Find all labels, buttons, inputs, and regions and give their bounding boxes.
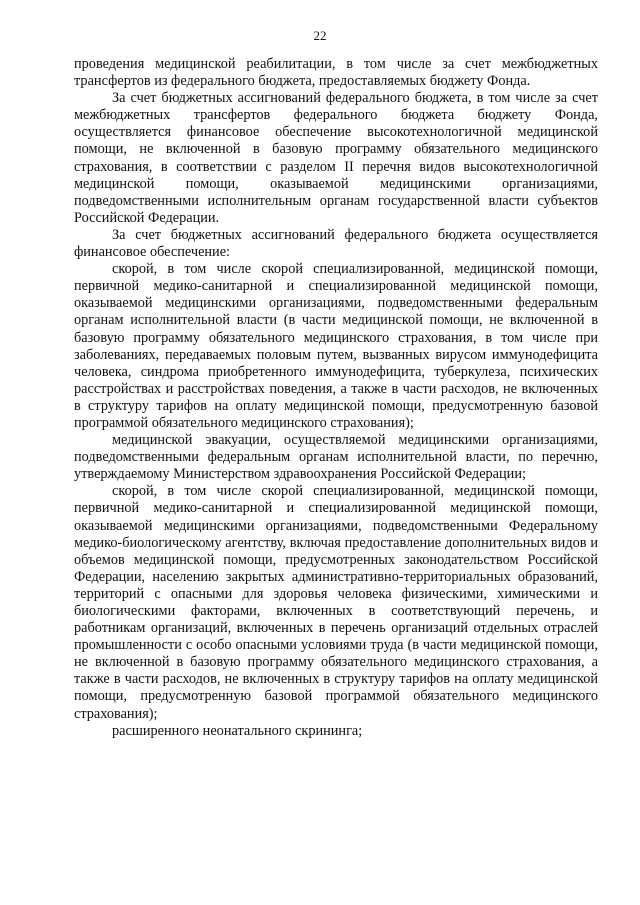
paragraph-3: За счет бюджетных ассигнований федерального бюджета осуществляется финансовое обеспечение: — [74, 226, 598, 261]
document-body — [74, 56, 598, 740]
paragraph-7: расширенного неонатального скрининга; — [112, 722, 363, 739]
paragraph-6: скорой, в том числе скорой специализированной, медицинской помощи, первичной медико-санитарной и специализированной медицинской помощи, оказываемой медицинскими организациями, подведомственными Федеральному медико-биологическому агентству, включая предоставление дополнительных видов и объемов медицинской помощи, предусмотренных законодательством Российской Федерации, населению закрытых административно-территориальных образований, территорий с опасными для здоровья человека физическими, химическими и биологическими факторами, включенных в соответствующий перечень, и работникам организаций, включенных в перечень организаций отдельных отраслей промышленности с особо опасными условиями труда (в части медицинской помощи, не включенной в базовую программу обязательного медицинского страхования, а также в части расходов, не включенных в структуру тарифов на оплату медицинской помощи, предусмотренную базовой программой обязательного медицинского страхования); — [74, 483, 598, 722]
paragraph-5: медицинской эвакуации, осуществляемой медицинскими организациями, подведомственными федеральным органам исполнительной власти, по перечню, утверждаемому Министерством здравоохранения Российской Федерации; — [74, 432, 598, 483]
paragraph-4: скорой, в том числе скорой специализированной, медицинской помощи, первичной медико-санитарной и специализированной медицинской помощи, оказываемой медицинскими организациями, подведомственными федеральным органам исполнительной власти (в части медицинской помощи, не включенной в базовую программу обязательного медицинского страхования, в том числе при заболеваниях, передаваемых половым путем, вызванных вирусом иммунодефицита человека, синдрома приобретенного иммунодефицита, туберкулеза, психических расстройствах и расстройствах поведения, а также в части расходов, не включенных в структуру тарифов на оплату медицинской помощи, предусмотренную базовой программой обязательного медицинского страхования); — [74, 261, 598, 431]
paragraph-1: проведения медицинской реабилитации, в том числе за счет межбюджетных трансфертов из федерального бюджета, предоставляемых бюджету Фонда. — [74, 56, 598, 90]
paragraph-2: За счет бюджетных ассигнований федерального бюджета, в том числе за счет межбюджетных трансфертов федерального бюджета бюджету Фонда, осуществляется финансовое обеспечение высокотехнологичной медицинской помощи, не включенной в базовую программу обязательного медицинского страхования, в соответствии с разделом II перечня видов высокотехнологичной медицинской помощи, оказываемой медицинскими организациями, подведомственными исполнительным органам государственной власти субъектов Российской Федерации. — [74, 90, 598, 226]
page-number: 22 — [313, 28, 327, 43]
